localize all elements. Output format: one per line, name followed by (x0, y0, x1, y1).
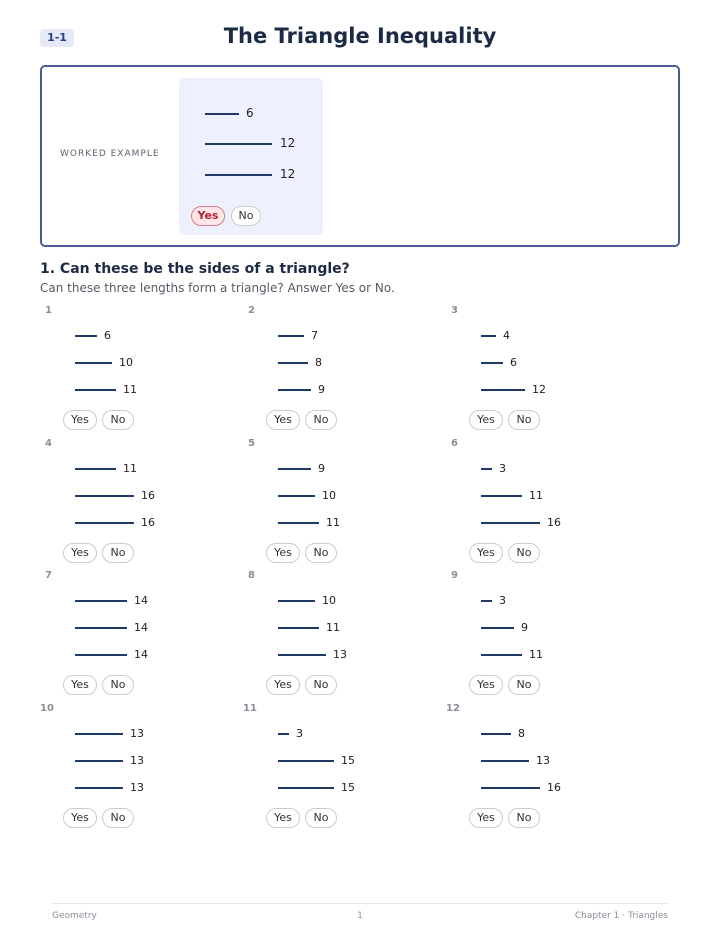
segment-line (75, 495, 134, 497)
segment-line (75, 733, 123, 735)
problem-number: 8 (248, 570, 255, 581)
segment-length: 14 (134, 648, 148, 661)
yes-button[interactable]: Yes (469, 675, 503, 695)
segment-length: 16 (547, 781, 561, 794)
yes-button[interactable]: Yes (266, 808, 300, 828)
no-button[interactable]: No (305, 410, 337, 430)
problem-number: 7 (45, 570, 52, 581)
segment-length: 15 (341, 754, 355, 767)
problem-item (40, 305, 240, 438)
segment-line (205, 143, 272, 145)
problem-item (446, 305, 646, 438)
segment-line (278, 468, 311, 470)
problem-number: 12 (446, 703, 460, 714)
lesson-badge: 1-1 (40, 29, 74, 47)
segment-length: 4 (503, 329, 510, 342)
segment-line (481, 733, 511, 735)
segment-line (75, 389, 116, 391)
no-button[interactable]: No (305, 675, 337, 695)
segment-length: 10 (322, 594, 336, 607)
segment-length: 16 (547, 516, 561, 529)
segment-length: 14 (134, 594, 148, 607)
yes-button[interactable]: Yes (266, 410, 300, 430)
problem-item (243, 703, 443, 836)
problem-item (243, 305, 443, 438)
segment-length: 15 (341, 781, 355, 794)
problem-item (446, 438, 646, 571)
no-option: No (231, 206, 261, 226)
segment-line (278, 600, 315, 602)
problem-item (243, 570, 443, 703)
segment-line (205, 113, 239, 115)
segment-line (278, 733, 289, 735)
segment-line (481, 389, 525, 391)
segment-length: 13 (333, 648, 347, 661)
segment-length: 13 (130, 727, 144, 740)
problem-item (243, 438, 443, 571)
footer-divider (52, 903, 668, 904)
problem-number: 6 (451, 438, 458, 449)
problem-item (40, 438, 240, 571)
segment-length: 12 (280, 167, 296, 181)
yes-button[interactable]: Yes (266, 543, 300, 563)
segment-length: 3 (499, 594, 506, 607)
no-button[interactable]: No (102, 675, 134, 695)
worked-example-label: WORKED EXAMPLE (60, 149, 160, 159)
problem-number: 5 (248, 438, 255, 449)
problem-number: 10 (40, 703, 54, 714)
segment-line (481, 627, 514, 629)
segment-length: 11 (326, 621, 340, 634)
segment-line (75, 522, 134, 524)
segment-length: 11 (123, 462, 137, 475)
segment-length: 11 (529, 489, 543, 502)
segment-line (278, 522, 319, 524)
yes-option-selected: Yes (191, 206, 225, 226)
segment-line (278, 654, 326, 656)
segment-line (278, 495, 315, 497)
problem-number: 3 (451, 305, 458, 316)
segment-line (75, 760, 123, 762)
segment-line (481, 760, 529, 762)
segment-line (278, 389, 311, 391)
question-instruction: Can these three lengths form a triangle? Answer Yes or No. (40, 281, 395, 295)
no-button[interactable]: No (305, 808, 337, 828)
no-button[interactable]: No (508, 410, 540, 430)
no-button[interactable]: No (508, 543, 540, 563)
yes-button[interactable]: Yes (63, 410, 97, 430)
problem-number: 9 (451, 570, 458, 581)
segment-line (205, 174, 272, 176)
segment-line (75, 787, 123, 789)
segment-line (278, 627, 319, 629)
segment-length: 11 (123, 383, 137, 396)
problem-number: 11 (243, 703, 257, 714)
segment-length: 3 (296, 727, 303, 740)
worked-example-box (40, 65, 680, 247)
segment-length: 10 (322, 489, 336, 502)
segment-length: 3 (499, 462, 506, 475)
segment-line (481, 362, 503, 364)
question-heading: 1. Can these be the sides of a triangle? (40, 261, 350, 277)
segment-line (278, 760, 334, 762)
segment-length: 9 (318, 383, 325, 396)
segment-line (75, 627, 127, 629)
yes-button[interactable]: Yes (63, 675, 97, 695)
page-title: The Triangle Inequality (223, 24, 497, 48)
problem-item (446, 570, 646, 703)
segment-line (75, 600, 127, 602)
segment-line (481, 468, 492, 470)
yes-button[interactable]: Yes (469, 808, 503, 828)
problem-item (40, 703, 240, 836)
segment-length: 11 (326, 516, 340, 529)
no-button[interactable]: No (305, 543, 337, 563)
segment-length: 9 (521, 621, 528, 634)
segment-line (481, 335, 496, 337)
segment-length: 8 (315, 356, 322, 369)
segment-length: 16 (141, 516, 155, 529)
segment-length: 14 (134, 621, 148, 634)
segment-length: 13 (130, 781, 144, 794)
no-button[interactable]: No (102, 543, 134, 563)
no-button[interactable]: No (102, 410, 134, 430)
segment-length: 12 (532, 383, 546, 396)
worked-example-panel (179, 78, 323, 235)
page-number: 1 (357, 911, 363, 921)
segment-length: 13 (536, 754, 550, 767)
segment-line (481, 787, 540, 789)
footer-subject: Geometry (52, 911, 97, 921)
yes-button[interactable]: Yes (63, 543, 97, 563)
segment-line (278, 335, 304, 337)
yes-button[interactable]: Yes (469, 410, 503, 430)
segment-length: 6 (104, 329, 111, 342)
segment-line (75, 654, 127, 656)
segment-line (481, 522, 540, 524)
segment-length: 13 (130, 754, 144, 767)
segment-length: 9 (318, 462, 325, 475)
segment-line (75, 362, 112, 364)
no-button[interactable]: No (508, 808, 540, 828)
segment-line (278, 787, 334, 789)
segment-length: 6 (246, 106, 254, 120)
segment-line (75, 335, 97, 337)
problem-number: 2 (248, 305, 255, 316)
footer-chapter: Chapter 1 · Triangles (574, 911, 668, 921)
yes-button[interactable]: Yes (266, 675, 300, 695)
problem-item (446, 703, 646, 836)
no-button[interactable]: No (508, 675, 540, 695)
problem-item (40, 570, 240, 703)
segment-line (75, 468, 116, 470)
yes-button[interactable]: Yes (63, 808, 97, 828)
segment-length: 6 (510, 356, 517, 369)
segment-length: 16 (141, 489, 155, 502)
segment-length: 10 (119, 356, 133, 369)
yes-button[interactable]: Yes (469, 543, 503, 563)
segment-line (481, 495, 522, 497)
problem-number: 1 (45, 305, 52, 316)
problem-number: 4 (45, 438, 52, 449)
segment-length: 12 (280, 136, 296, 150)
segment-length: 8 (518, 727, 525, 740)
segment-line (481, 654, 522, 656)
segment-length: 11 (529, 648, 543, 661)
segment-length: 7 (311, 329, 318, 342)
no-button[interactable]: No (102, 808, 134, 828)
segment-line (278, 362, 308, 364)
segment-line (481, 600, 492, 602)
